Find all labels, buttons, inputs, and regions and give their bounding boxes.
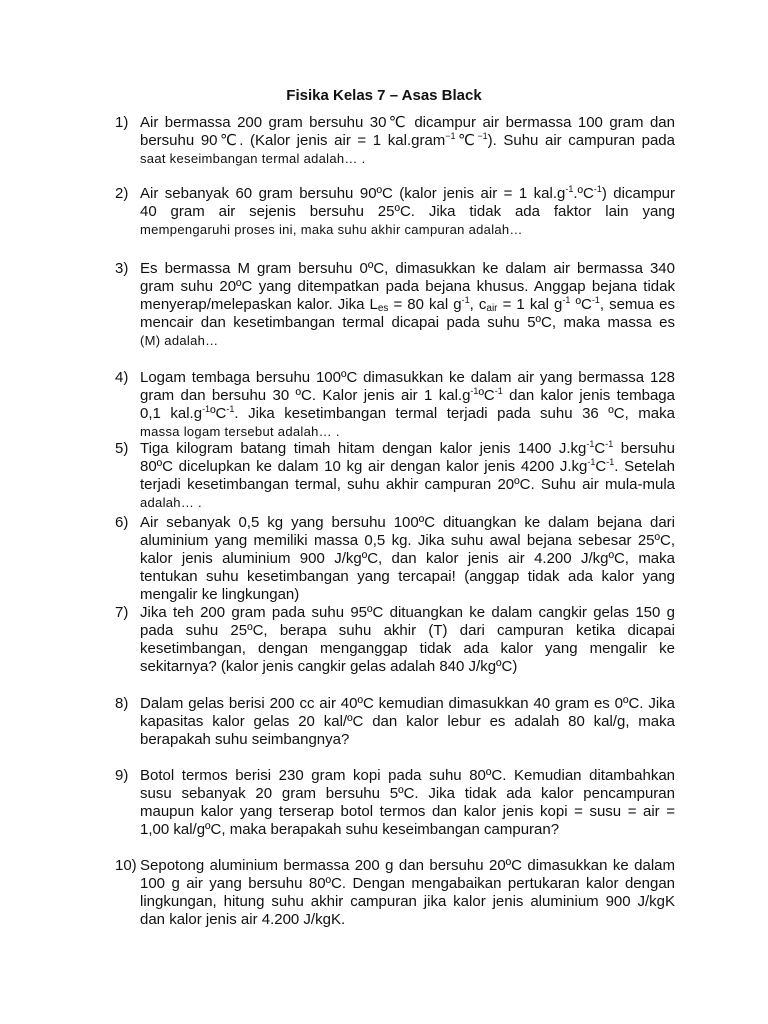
question-line: kapasitas kalor gelas 20 kal/ºC dan kalor lebur es adalah 80 kal/g, maka: [140, 713, 675, 730]
question-line: 0,1 $kal.g^{-1}ºC^{-1}$. Jika kesetimbangan termal terjadi pada suhu 36 ºC, maka: [140, 404, 675, 422]
question-line: Tiga kilogram batang timah hitam dengan kalor jenis 1400 $J.kg^{-1}C^{-1}$ bersuhu: [140, 439, 675, 457]
question-line: Air sebanyak 60 gram bersuhu 90ºC (kalor jenis air = 1 $kal.g^{-1}.ºC^{-1}$) dicampur: [140, 184, 675, 202]
question-number: 8): [115, 695, 129, 712]
question-line: Air bermassa 200 gram bersuhu 30℃ dicampur air bermassa 100 gram dan: [140, 114, 675, 131]
question-line: 40 gram air sejenis bersuhu 25ºC. Jika tidak ada faktor lain yang: [140, 203, 675, 220]
page-title: Fisika Kelas 7 – Asas Black: [286, 87, 482, 104]
question-text: [140, 695, 675, 749]
question-line: bersuhu 90℃. (Kalor jenis air = 1 kal.gram$^{-1}$℃$^{-1}$). Suhu air campuran pada: [140, 131, 675, 149]
question-line: Air sebanyak 0,5 kg yang bersuhu 100ºC dituangkan ke dalam bejana dari: [140, 514, 675, 531]
question-line: berapakah suhu seimbangnya?: [140, 731, 350, 748]
question-line: 1,00 kal/gºC, maka berapakah suhu keseimbangan campuran?: [140, 821, 560, 838]
question-line: tentukan suhu kesetimbangan yang tercapai! (anggap tidak ada kalor yang: [140, 568, 675, 585]
question-line: dan kalor jenis air 4.200 J/kgK.: [140, 911, 346, 928]
question-text: [140, 440, 675, 512]
question-line: Dalam gelas berisi 200 cc air 40ºC kemudian dimasukkan 40 gram es 0ºC. Jika: [140, 695, 675, 712]
question-line: Logam tembaga bersuhu 100ºC dimasukkan ke dalam air yang bermassa 128: [140, 369, 675, 386]
question-line: aluminium yang memiliki massa 0,5 kg. Jika suhu awal bejana sebesar 25ºC,: [140, 532, 675, 549]
question-text: [140, 185, 675, 239]
question-line: Jika teh 200 gram pada suhu 95ºC dituangkan ke dalam cangkir gelas 150 g: [140, 604, 675, 621]
question-number: 7): [115, 604, 129, 621]
question-number: 1): [115, 114, 129, 131]
question-line: mencair dan kesetimbangan termal dicapai pada suhu 5ºC, maka massa es: [140, 314, 675, 331]
question-line: maupun kalor yang terserap botol termos dan kalor jenis kopi = susu = air =: [140, 803, 675, 820]
question-line: terjadi kesetimbangan termal, suhu akhir campuran 20ºC. Suhu air mula-mula: [140, 476, 675, 493]
question-number: 6): [115, 514, 129, 531]
question-number: 10): [115, 857, 137, 874]
question-text: [140, 369, 675, 441]
question-line: (M) adalah…: [140, 333, 219, 348]
question-number: 4): [115, 369, 129, 386]
question-line: adalah… .: [140, 495, 202, 510]
question-text: [140, 857, 675, 929]
question-text: [140, 514, 675, 604]
question-line: kesetimbangan, dengan menganggap tidak ada kalor yang mengalir ke: [140, 640, 675, 657]
question-text: [140, 260, 675, 350]
question-line: lingkungan, hitung suhu akhir campuran jika kalor jenis aluminium 900 J/kgK: [140, 893, 675, 910]
question-line: 80ºC dicelupkan ke dalam 10 kg air dengan kalor jenis 4200 $J.kg^{-1}C^{-1}$. Setelah: [140, 457, 675, 475]
question-line: Es bermassa M gram bersuhu 0ºC, dimasukkan ke dalam air bermassa 340: [140, 260, 675, 277]
question-line: pada suhu 25ºC, berapa suhu akhir (T) dari campuran ketika dicapai: [140, 622, 675, 639]
question-line: gram dan bersuhu 30 ºC. Kalor jenis air 1 $kal.g^{-1}ºC^{-1}$ dan kalor jenis tembaga: [140, 386, 675, 404]
question-line: susu sebanyak 20 gram bersuhu 5ºC. Jika tidak ada kalor pencampuran: [140, 785, 675, 802]
question-line: menyerap/melepaskan kalor. Jika $L_{es} = 80$ kal $g^{-1}$, $c_{air} = 1$ kal $g^{-1}$ ºC$^{-1}$, semua es: [140, 295, 675, 314]
question-line: kalor jenis aluminium 900 J/kgºC, dan kalor jenis air 4.200 J/kgºC, maka: [140, 550, 675, 567]
question-line: 100 g air yang bersuhu 80ºC. Dengan mengabaikan pertukaran kalor dengan: [140, 875, 675, 892]
question-number: 9): [115, 767, 129, 784]
question-line: Botol termos berisi 230 gram kopi pada suhu 80ºC. Kemudian ditambahkan: [140, 767, 675, 784]
question-text: [140, 114, 675, 168]
question-line: Sepotong aluminium bermassa 200 g dan bersuhu 20ºC dimasukkan ke dalam: [140, 857, 675, 874]
question-line: sekitarnya? (kalor jenis cangkir gelas adalah 840 J/kgºC): [140, 658, 518, 675]
question-line: mempengaruhi proses ini, maka suhu akhir campuran adalah…: [140, 222, 523, 237]
question-number: 2): [115, 185, 129, 202]
question-text: [140, 767, 675, 839]
question-line: mengalir ke lingkungan): [140, 586, 300, 603]
question-number: 3): [115, 260, 129, 277]
question-text: [140, 604, 675, 676]
question-line: gram suhu 20ºC yang ditempatkan pada bejana khusus. Anggap bejana tidak: [140, 278, 675, 295]
question-line: massa logam tersebut adalah… .: [140, 424, 340, 439]
question-number: 5): [115, 440, 129, 457]
question-line: saat keseimbangan termal adalah… .: [140, 151, 366, 166]
